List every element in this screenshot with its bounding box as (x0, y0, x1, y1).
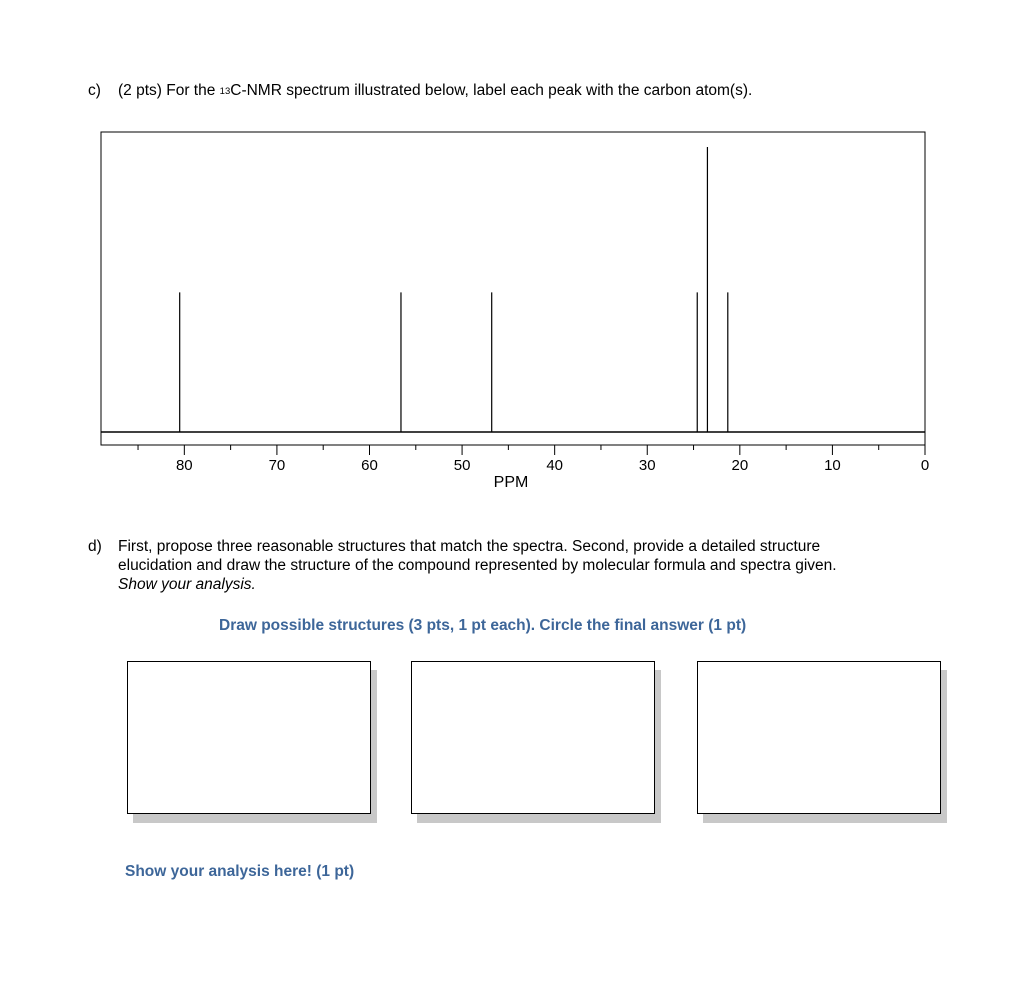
tick-label-70: 70 (268, 457, 286, 474)
question-d-instruction: Show your analysis. (118, 576, 256, 593)
tick-label-60: 60 (361, 457, 378, 474)
analysis-heading: Show your analysis here! (1 pt) (125, 863, 355, 880)
spectrum-x-axis (138, 445, 929, 474)
question-c-text-after: C-NMR spectrum illustrated below, label each peak with the carbon atom(s). (230, 82, 753, 99)
spectrum-peaks (180, 147, 728, 432)
tick-label-20: 20 (731, 457, 749, 474)
tick-label-30: 30 (638, 457, 656, 474)
question-d-label: d) (88, 538, 102, 555)
tick-label-10: 10 (824, 457, 841, 474)
question-d-line-1: First, propose three reasonable structures that match the spectra. Second, provide a detailed structure (118, 538, 821, 555)
structure-box-1[interactable] (127, 661, 371, 814)
isotope-superscript: 13 (219, 86, 231, 97)
tick-label-40: 40 (546, 457, 564, 474)
question-d-line-2: elucidation and draw the structure of the compound represented by molecular formula and spectra given. (118, 557, 837, 574)
structure-box-2[interactable] (411, 661, 655, 814)
x-axis-label: PPM (493, 474, 529, 491)
question-c-text-before: For the (166, 82, 220, 99)
question-d (88, 537, 948, 597)
tick-label-0: 0 (920, 457, 930, 474)
draw-structures-heading: Draw possible structures (3 pts, 1 pt each). Circle the final answer (1 pt) (219, 617, 747, 634)
structure-box-3[interactable] (697, 661, 941, 814)
tick-label-80: 80 (175, 457, 193, 474)
spectrum-frame (101, 132, 925, 445)
tick-label-50: 50 (453, 457, 471, 474)
question-c-label: c) (88, 82, 101, 99)
nmr-spectrum-chart (0, 0, 1024, 500)
question-c-points: (2 pts) (118, 82, 162, 99)
